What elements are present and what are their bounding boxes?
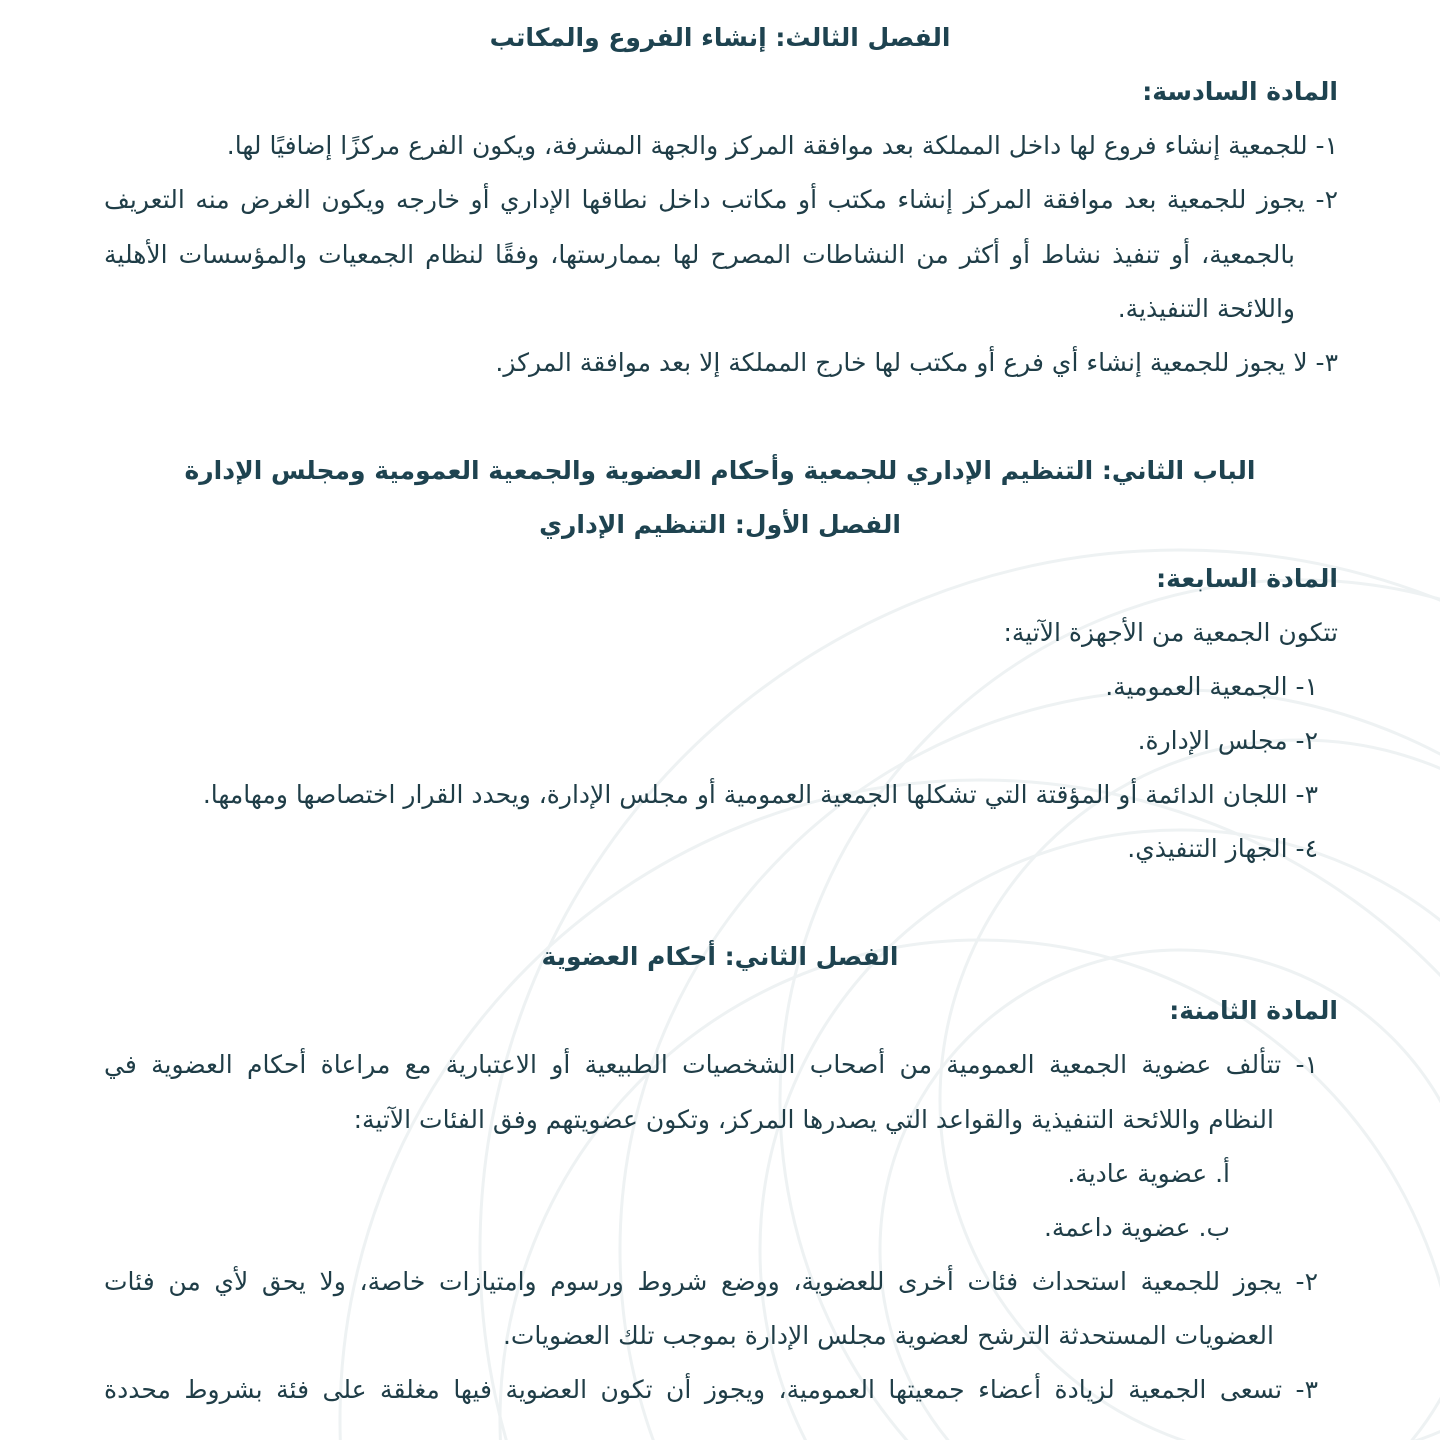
article-8-paragraph-3-line-1: ٣- تسعى الجمعية لزيادة أعضاء جمعيتها العمومية، ويجوز أن تكون العضوية فيها مغلقة على فئة بشروط محددة <box>104 1375 1318 1404</box>
article-7-item-4: ٤- الجهاز التنفيذي. <box>1127 834 1318 863</box>
article-8-title: المادة الثامنة: <box>1169 996 1338 1025</box>
article-6-paragraph-2-line-1: ٢- يجوز للجمعية بعد موافقة المركز إنشاء مكتب أو مكاتب داخل نطاقها الإداري أو خارجه ويكون الغرض منه التعريف <box>104 185 1338 214</box>
article-6-paragraph-1: ١- للجمعية إنشاء فروع لها داخل المملكة بعد موافقة المركز والجهة المشرفة، ويكون الفرع مركزًا إضافيًا لها. <box>226 131 1338 160</box>
article-6-paragraph-2-line-3: واللائحة التنفيذية. <box>1117 294 1295 323</box>
article-6-title: المادة السادسة: <box>1142 77 1338 106</box>
article-8-paragraph-1-line-1: ١- تتألف عضوية الجمعية العمومية من أصحاب الشخصيات الطبيعية أو الاعتبارية مع مراعاة أحكام العضوية في <box>104 1050 1318 1079</box>
part-2-title: الباب الثاني: التنظيم الإداري للجمعية وأحكام العضوية والجمعية العمومية ومجلس الإدارة <box>184 456 1256 485</box>
chapter-2-title: الفصل الثاني: أحكام العضوية <box>541 942 899 971</box>
part-2-chapter-1-title: الفصل الأول: التنظيم الإداري <box>539 510 901 539</box>
article-7-item-3: ٣- اللجان الدائمة أو المؤقتة التي تشكلها الجمعية العمومية أو مجلس الإدارة، ويحدد القرار اختصاصها ومهامها. <box>202 780 1318 809</box>
article-7-item-2: ٢- مجلس الإدارة. <box>1137 726 1318 755</box>
article-6-paragraph-3: ٣- لا يجوز للجمعية إنشاء أي فرع أو مكتب لها خارج المملكة إلا بعد موافقة المركز. <box>495 348 1338 377</box>
article-8-sub-item-b: ب. عضوية داعمة. <box>1043 1213 1230 1242</box>
article-8-paragraph-2-line-1: ٢- يجوز للجمعية استحداث فئات أخرى للعضوية، ووضع شروط ورسوم وامتيازات خاصة، ولا يحق لأي من فئات <box>104 1267 1318 1296</box>
article-7-title: المادة السابعة: <box>1156 564 1338 593</box>
article-7-intro: تتكون الجمعية من الأجهزة الآتية: <box>1003 618 1338 647</box>
article-8-sub-item-a: أ. عضوية عادية. <box>1067 1159 1230 1188</box>
article-8-paragraph-2-line-2: العضويات المستحدثة الترشح لعضوية مجلس الإدارة بموجب تلك العضويات. <box>502 1321 1274 1350</box>
article-7-item-1: ١- الجمعية العمومية. <box>1105 672 1318 701</box>
chapter-3-title: الفصل الثالث: إنشاء الفروع والمكاتب <box>489 23 951 52</box>
article-6-paragraph-2-line-2: بالجمعية، أو تنفيذ نشاط أو أكثر من النشاطات المصرح لها بممارستها، وفقًا لنظام الجمعيات والمؤسسات الأهلية <box>104 240 1295 269</box>
article-8-paragraph-1-line-2: النظام واللائحة التنفيذية والقواعد التي يصدرها المركز، وتكون عضويتهم وفق الفئات الآتية: <box>353 1105 1274 1134</box>
